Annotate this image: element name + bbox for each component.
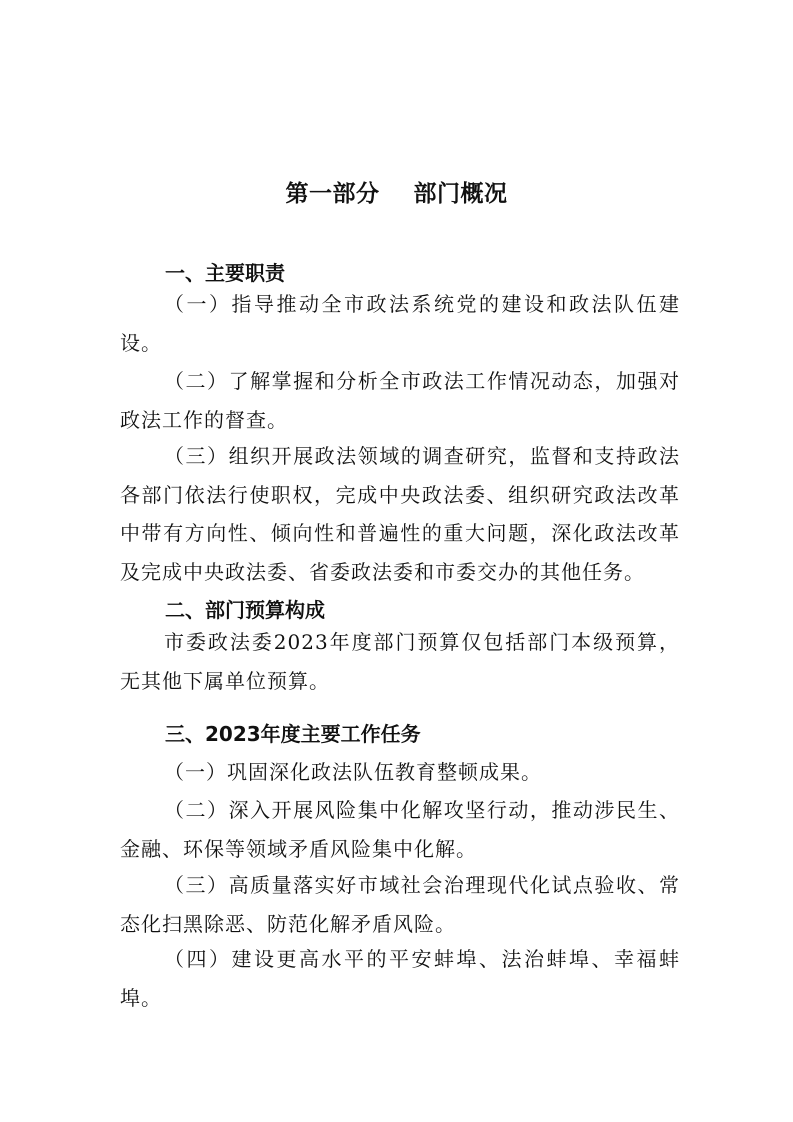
duty-paragraph-3: （三）组织开展政法领域的调查研究，监督和支持政法各部门依法行使职权，完成中央政法委、组织研究政法改革中带有方向性、倾向性和普遍性的重大问题，深化政法改革及完成中央政法委、省委政法委和市委交办的其他任务。: [120, 444, 680, 584]
section-heading-budget: 二、部门预算构成: [165, 598, 325, 622]
budget-paragraph: 市委政法委2023年度部门预算仅包括部门本级预算，无其他下属单位预算。: [120, 630, 680, 693]
task-paragraph-3: （三）高质量落实好市域社会治理现代化试点验收、常态化扫黑除恶、防范化解矛盾风险。: [120, 873, 680, 936]
page-title: 第一部分 部门概况: [285, 181, 508, 207]
section-heading-duties: 一、主要职责: [165, 261, 285, 285]
task-paragraph-4: （四）建设更高水平的平安蚌埠、法治蚌埠、幸福蚌埠。: [120, 947, 680, 1010]
task-paragraph-2: （二）深入开展风险集中化解攻坚行动，推动涉民生、金融、环保等领域矛盾风险集中化解。: [120, 798, 680, 861]
section-heading-tasks: 三、2023年度主要工作任务: [165, 722, 421, 746]
duty-paragraph-1: （一）指导推动全市政法系统党的建设和政法队伍建设。: [120, 292, 680, 355]
duty-paragraph-2: （二）了解掌握和分析全市政法工作情况动态，加强对政法工作的督查。: [120, 369, 680, 432]
task-paragraph-1: （一）巩固深化政法队伍教育整顿成果。: [164, 760, 542, 784]
